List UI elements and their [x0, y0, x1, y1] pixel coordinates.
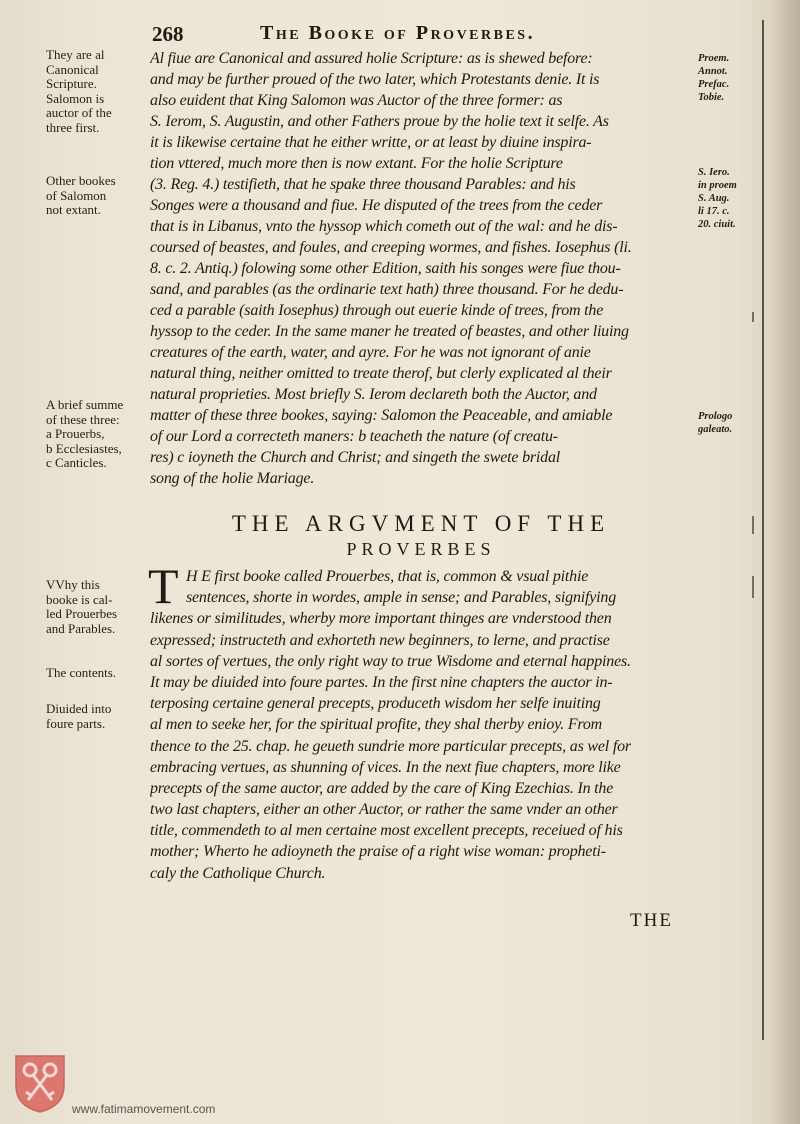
margin-note-other-bookes: [46, 174, 146, 218]
margin-note-line: led Prouerbes: [46, 606, 118, 621]
margin-note-line: The contents.: [46, 665, 117, 680]
margin-note-canonical: [46, 48, 146, 135]
running-title: The Booke of Proverbes.: [260, 22, 536, 44]
text-line: natural proprieties. Most briefly S. Ierom declareth both the Auctor, and: [150, 386, 597, 403]
margin-note-line: Other bookes: [46, 173, 116, 188]
keys-seal-icon: [12, 1052, 68, 1114]
text-line: tion vttered, much more then is now extant. For the holie Scripture: [150, 155, 563, 172]
margin-note-line: Prologo: [698, 411, 733, 422]
margin-note-line: Scripture.: [46, 76, 97, 91]
text-line: hyssop to the ceder. In the same maner he treated of beastes, and other liuing: [150, 323, 629, 340]
text-line: it is likewise certaine that he either writte, or at least by diuine inspira-: [150, 134, 592, 151]
margin-note-line: 20. ciuit.: [698, 219, 736, 230]
margin-note-s-iero: [698, 166, 762, 231]
text-line: caly the Catholique Church.: [150, 864, 326, 882]
running-header: [148, 22, 748, 48]
text-line: sand, and parables (as the ordinarie text hath) three thousand. For he dedu-: [150, 281, 624, 298]
margin-note-line: booke is cal-: [46, 591, 113, 607]
margin-note-line: Proem.: [698, 53, 730, 64]
watermark-url[interactable]: www.fatimamovement.com: [72, 1102, 216, 1116]
margin-note-line: li 17. c.: [698, 206, 730, 217]
main-text-block-2: [148, 558, 692, 884]
text-line: Songes were a thousand and fiue. He disputed of the trees from the ceder: [150, 197, 603, 214]
text-line: that is in Libanus, vnto the hyssop which cometh out of the wal: and he dis-: [150, 218, 618, 235]
margin-note-line: foure parts.: [46, 715, 106, 731]
text-line: creatures of the earth, water, and ayre. For he was not ignorant of anie: [150, 344, 591, 361]
margin-note-foure-parts: [46, 702, 146, 731]
text-line: It may be diuided into foure partes. In the first nine chapters the auctor in-: [150, 673, 613, 691]
margin-note-line: A brief summe: [46, 397, 124, 412]
margin-note-line: in proem: [698, 180, 737, 191]
text-line: also euident that King Salomon was Auctor of the three former: as: [150, 92, 563, 109]
margin-note-prologo: [698, 410, 762, 436]
margin-note-line: Diuided into: [46, 701, 112, 716]
text-line: of our Lord a correcteth maners: b teacheth the nature (of creatu-: [150, 428, 558, 445]
margin-note-line: They are al: [46, 47, 105, 62]
text-line: S. Ierom, S. Augustin, and other Fathers proue by the holie text it selfe. As: [150, 113, 609, 130]
margin-tick: [752, 516, 754, 534]
right-margin-rule: [762, 20, 764, 1040]
margin-note-line: Prefac.: [698, 79, 730, 90]
margin-note-line: auctor of the: [46, 105, 112, 120]
text-line: H E first booke called Prouerbes, that is, common & vsual pithie: [186, 568, 589, 585]
margin-note-brief-summe: [46, 398, 146, 471]
text-line: likenes or similitudes, wherby more important thinges are vnderstood then: [150, 610, 612, 628]
text-line: natural thing, neither omitted to treate therof, but clerly explicated al their: [150, 365, 612, 382]
text-line: song of the holie Mariage.: [150, 470, 315, 487]
margin-note-line: not extant.: [46, 202, 101, 217]
margin-note-line: b Ecclesiastes,: [46, 440, 122, 456]
text-line: thence to the 25. chap. he geueth sundrie more particular precepts, as wel for: [150, 737, 631, 755]
margin-note-line: Annot.: [698, 66, 728, 77]
text-line: two last chapters, either an other Auctor, or rather the same vnder an other: [150, 801, 618, 819]
text-line: al sortes of vertues, the only right way to true Wisdome and eternal happines.: [150, 652, 631, 670]
margin-note-line: a Prouerbs,: [46, 426, 105, 441]
margin-note-line: and Parables.: [46, 620, 116, 636]
text-line: matter of these three bookes, saying: Salomon the Peaceable, and amiable: [150, 407, 613, 424]
text-line: expressed; instructeth and exhorteth new beginners, to lerne, and practise: [150, 631, 610, 649]
text-line: ced a parable (saith Iosephus) through out euerie kinde of trees, from the: [150, 302, 604, 319]
text-line: terposing certaine general precepts, produceth wisdom her selfe inuiting: [150, 695, 601, 713]
text-line: title, commendeth to al men certaine most excellent precepts, receiued of his: [150, 822, 623, 840]
margin-note-why-proverbes: [46, 578, 146, 636]
page-number: 268: [152, 22, 184, 46]
drop-cap: T: [148, 558, 179, 614]
margin-note-contents: [46, 666, 146, 681]
text-line: sentences, shorte in wordes, ample in sense; and Parables, signifying: [186, 589, 616, 607]
text-line: res) c ioyneth the Church and Christ; and singeth the swete bridal: [150, 449, 561, 466]
catch-word: THE: [630, 910, 673, 931]
main-text-block-1: [150, 48, 692, 489]
text-line: mother; Wherto he adioyneth the praise of a right wise woman: propheti-: [150, 843, 606, 861]
margin-note-line: of these three:: [46, 411, 120, 427]
text-line: al men to seeke her, for the spiritual profite, they shal therby enioy. From: [150, 716, 602, 734]
argument-title-line-1: THE ARGVMENT OF THE: [231, 511, 611, 536]
margin-note-line: Tobie.: [698, 92, 725, 103]
margin-note-line: S. Aug.: [698, 193, 730, 204]
margin-note-line: galeato.: [698, 424, 733, 435]
text-line: precepts of the same auctor, are added by the care of King Ezechias. In the: [150, 779, 614, 797]
margin-note-proem: [698, 52, 762, 104]
page-edge-shadow: [770, 0, 800, 1124]
text-line: Al fiue are Canonical and assured holie Scripture: as is shewed before:: [150, 50, 593, 67]
text-line: and may be further proued of the two later, which Protestants denie. It is: [150, 71, 600, 88]
text-line: coursed of beastes, and foules, and creeping wormes, and fishes. Iosephus (li.: [150, 239, 632, 256]
margin-tick: [752, 312, 754, 322]
text-line: embracing vertues, as shunning of vices. In the next fiue chapters, more like: [150, 758, 621, 776]
text-line: 8. c. 2. Antiq.) folowing some other Edition, saith his songes were fiue thou-: [150, 260, 621, 277]
margin-note-line: of Salomon: [46, 187, 107, 203]
margin-note-line: Canonical: [46, 61, 99, 77]
text-line: (3. Reg. 4.) testifieth, that he spake three thousand Parables: and his: [150, 176, 576, 193]
margin-note-line: c Canticles.: [46, 455, 107, 470]
argument-title-line-2: PROVERBES: [346, 539, 496, 559]
margin-note-line: three first.: [46, 119, 100, 135]
argument-heading: [150, 510, 692, 560]
margin-tick: [752, 576, 754, 598]
margin-note-line: Salomon is: [46, 90, 105, 106]
margin-note-line: S. Iero.: [698, 167, 730, 178]
margin-note-line: VVhy this: [46, 577, 100, 592]
